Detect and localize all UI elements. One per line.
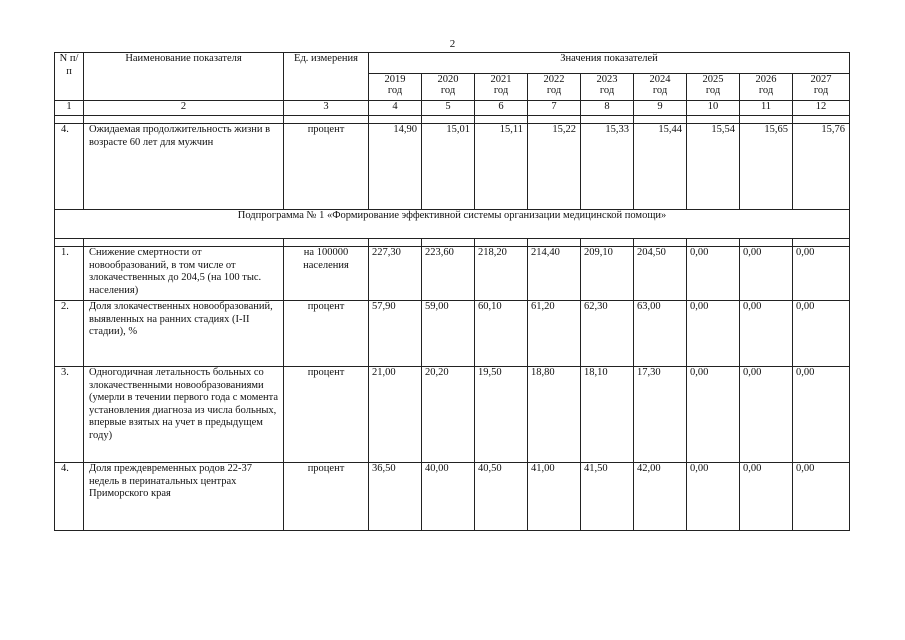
separator-cell bbox=[687, 239, 740, 247]
value-cell: 18,80 bbox=[528, 367, 581, 463]
value-cell: 63,00 bbox=[634, 301, 687, 367]
column-number: 6 bbox=[475, 101, 528, 116]
table-row bbox=[55, 367, 850, 463]
value-cell: 36,50 bbox=[369, 463, 422, 531]
year-header bbox=[687, 74, 740, 101]
column-number: 5 bbox=[422, 101, 475, 116]
indicator-name: Одногодичная летальность больных со злокачественными новообразованиями (умерли в течении первого года с момента установления диагноза из числа больных, впервые взятых на учет в предыдущем году) bbox=[84, 367, 284, 463]
column-number: 2 bbox=[84, 101, 284, 116]
value-cell: 40,50 bbox=[475, 463, 528, 531]
separator-cell bbox=[55, 116, 84, 124]
value-cell: 15,54 bbox=[687, 124, 740, 210]
value-cell: 20,20 bbox=[422, 367, 475, 463]
value-cell: 209,10 bbox=[581, 247, 634, 301]
column-number: 4 bbox=[369, 101, 422, 116]
value-cell: 227,30 bbox=[369, 247, 422, 301]
column-number: 8 bbox=[581, 101, 634, 116]
value-cell: 60,10 bbox=[475, 301, 528, 367]
year-header bbox=[528, 74, 581, 101]
separator-cell bbox=[84, 239, 284, 247]
column-number: 11 bbox=[740, 101, 793, 116]
value-cell: 41,50 bbox=[581, 463, 634, 531]
year-value: 2023 bbox=[596, 74, 618, 85]
separator-cell bbox=[740, 116, 793, 124]
subprogram-row bbox=[55, 210, 850, 239]
separator-cell bbox=[284, 116, 369, 124]
unit-cell: на 100000 населения bbox=[284, 247, 369, 301]
year-header bbox=[793, 74, 850, 101]
value-cell: 15,22 bbox=[528, 124, 581, 210]
value-cell: 17,30 bbox=[634, 367, 687, 463]
separator-row bbox=[55, 239, 850, 247]
year-suffix: год bbox=[758, 85, 774, 97]
value-cell: 0,00 bbox=[687, 463, 740, 531]
year-suffix: год bbox=[387, 85, 403, 97]
separator-cell bbox=[528, 116, 581, 124]
row-number: 3. bbox=[55, 367, 84, 463]
year-value: 2024 bbox=[649, 74, 671, 85]
subprogram-title: Подпрограмма № 1 «Формирование эффективной системы организации медицинской помощи» bbox=[55, 210, 850, 239]
column-number: 12 bbox=[793, 101, 850, 116]
year-suffix: год bbox=[652, 85, 668, 97]
column-number: 3 bbox=[284, 101, 369, 116]
value-cell: 0,00 bbox=[793, 247, 850, 301]
value-cell: 15,76 bbox=[793, 124, 850, 210]
separator-cell bbox=[55, 239, 84, 247]
separator-cell bbox=[740, 239, 793, 247]
year-suffix: год bbox=[440, 85, 456, 97]
separator-cell bbox=[369, 116, 422, 124]
table-row bbox=[55, 247, 850, 301]
value-cell: 0,00 bbox=[793, 301, 850, 367]
value-cell: 214,40 bbox=[528, 247, 581, 301]
row-number: 2. bbox=[55, 301, 84, 367]
separator-cell bbox=[581, 116, 634, 124]
column-number: 7 bbox=[528, 101, 581, 116]
year-suffix: год bbox=[705, 85, 721, 97]
value-cell: 0,00 bbox=[793, 367, 850, 463]
value-cell: 61,20 bbox=[528, 301, 581, 367]
value-cell: 0,00 bbox=[740, 247, 793, 301]
separator-cell bbox=[475, 239, 528, 247]
column-number: 9 bbox=[634, 101, 687, 116]
value-cell: 0,00 bbox=[740, 367, 793, 463]
separator-cell bbox=[475, 116, 528, 124]
year-suffix: год bbox=[546, 85, 562, 97]
value-cell: 218,20 bbox=[475, 247, 528, 301]
indicator-name: Снижение смертности от новообразований, в том числе от злокачественных до 204,5 (на 100 тыс. населения) bbox=[84, 247, 284, 301]
unit-cell: процент bbox=[284, 463, 369, 531]
year-value: 2026 bbox=[755, 74, 777, 85]
year-value: 2019 bbox=[384, 74, 406, 85]
value-cell: 0,00 bbox=[740, 463, 793, 531]
year-suffix: год bbox=[493, 85, 509, 97]
value-cell: 204,50 bbox=[634, 247, 687, 301]
separator-cell bbox=[284, 239, 369, 247]
header-unit: Ед. измерения bbox=[284, 53, 369, 101]
separator-cell bbox=[422, 239, 475, 247]
year-header bbox=[581, 74, 634, 101]
indicator-name: Ожидаемая продолжительность жизни в возрасте 60 лет для мужчин bbox=[84, 124, 284, 210]
separator-cell bbox=[581, 239, 634, 247]
value-cell: 15,65 bbox=[740, 124, 793, 210]
unit-cell: процент bbox=[284, 367, 369, 463]
indicator-name: Доля злокачественных новообразований, выявленных на ранних стадиях (I-II стадии), % bbox=[84, 301, 284, 367]
value-cell: 40,00 bbox=[422, 463, 475, 531]
separator-cell bbox=[422, 116, 475, 124]
value-cell: 59,00 bbox=[422, 301, 475, 367]
column-number: 1 bbox=[55, 101, 84, 116]
value-cell: 62,30 bbox=[581, 301, 634, 367]
value-cell: 0,00 bbox=[687, 301, 740, 367]
year-suffix: год bbox=[813, 85, 829, 97]
separator-cell bbox=[687, 116, 740, 124]
value-cell: 0,00 bbox=[687, 367, 740, 463]
table-row bbox=[55, 124, 850, 210]
row-number: 4. bbox=[55, 124, 84, 210]
value-cell: 42,00 bbox=[634, 463, 687, 531]
value-cell: 41,00 bbox=[528, 463, 581, 531]
value-cell: 18,10 bbox=[581, 367, 634, 463]
header-values: Значения показателей bbox=[369, 53, 850, 74]
indicator-name: Доля преждевременных родов 22-37 недель в перинатальных центрах Приморского края bbox=[84, 463, 284, 531]
separator-cell bbox=[84, 116, 284, 124]
table-row bbox=[55, 463, 850, 531]
year-header bbox=[475, 74, 528, 101]
value-cell: 0,00 bbox=[687, 247, 740, 301]
header-name: Наименование показателя bbox=[84, 53, 284, 101]
value-cell: 21,00 bbox=[369, 367, 422, 463]
separator-cell bbox=[634, 239, 687, 247]
value-cell: 0,00 bbox=[793, 463, 850, 531]
separator-cell bbox=[634, 116, 687, 124]
unit-cell: процент bbox=[284, 124, 369, 210]
year-header bbox=[422, 74, 475, 101]
value-cell: 0,00 bbox=[740, 301, 793, 367]
separator-cell bbox=[793, 116, 850, 124]
value-cell: 15,01 bbox=[422, 124, 475, 210]
separator-row bbox=[55, 116, 850, 124]
page-number: 2 bbox=[449, 38, 456, 50]
row-number: 4. bbox=[55, 463, 84, 531]
value-cell: 223,60 bbox=[422, 247, 475, 301]
indicators-table bbox=[54, 52, 850, 531]
header-num: N п/п bbox=[55, 53, 84, 101]
year-header bbox=[634, 74, 687, 101]
year-value: 2027 bbox=[810, 74, 832, 85]
year-value: 2020 bbox=[437, 74, 459, 85]
row-number: 1. bbox=[55, 247, 84, 301]
year-value: 2022 bbox=[543, 74, 565, 85]
separator-cell bbox=[793, 239, 850, 247]
table-row bbox=[55, 301, 850, 367]
value-cell: 15,11 bbox=[475, 124, 528, 210]
year-value: 2021 bbox=[490, 74, 512, 85]
separator-cell bbox=[369, 239, 422, 247]
value-cell: 57,90 bbox=[369, 301, 422, 367]
value-cell: 14,90 bbox=[369, 124, 422, 210]
year-value: 2025 bbox=[702, 74, 724, 85]
column-number: 10 bbox=[687, 101, 740, 116]
value-cell: 19,50 bbox=[475, 367, 528, 463]
year-header bbox=[369, 74, 422, 101]
value-cell: 15,33 bbox=[581, 124, 634, 210]
year-header bbox=[740, 74, 793, 101]
separator-cell bbox=[528, 239, 581, 247]
unit-cell: процент bbox=[284, 301, 369, 367]
year-suffix: год bbox=[599, 85, 615, 97]
value-cell: 15,44 bbox=[634, 124, 687, 210]
